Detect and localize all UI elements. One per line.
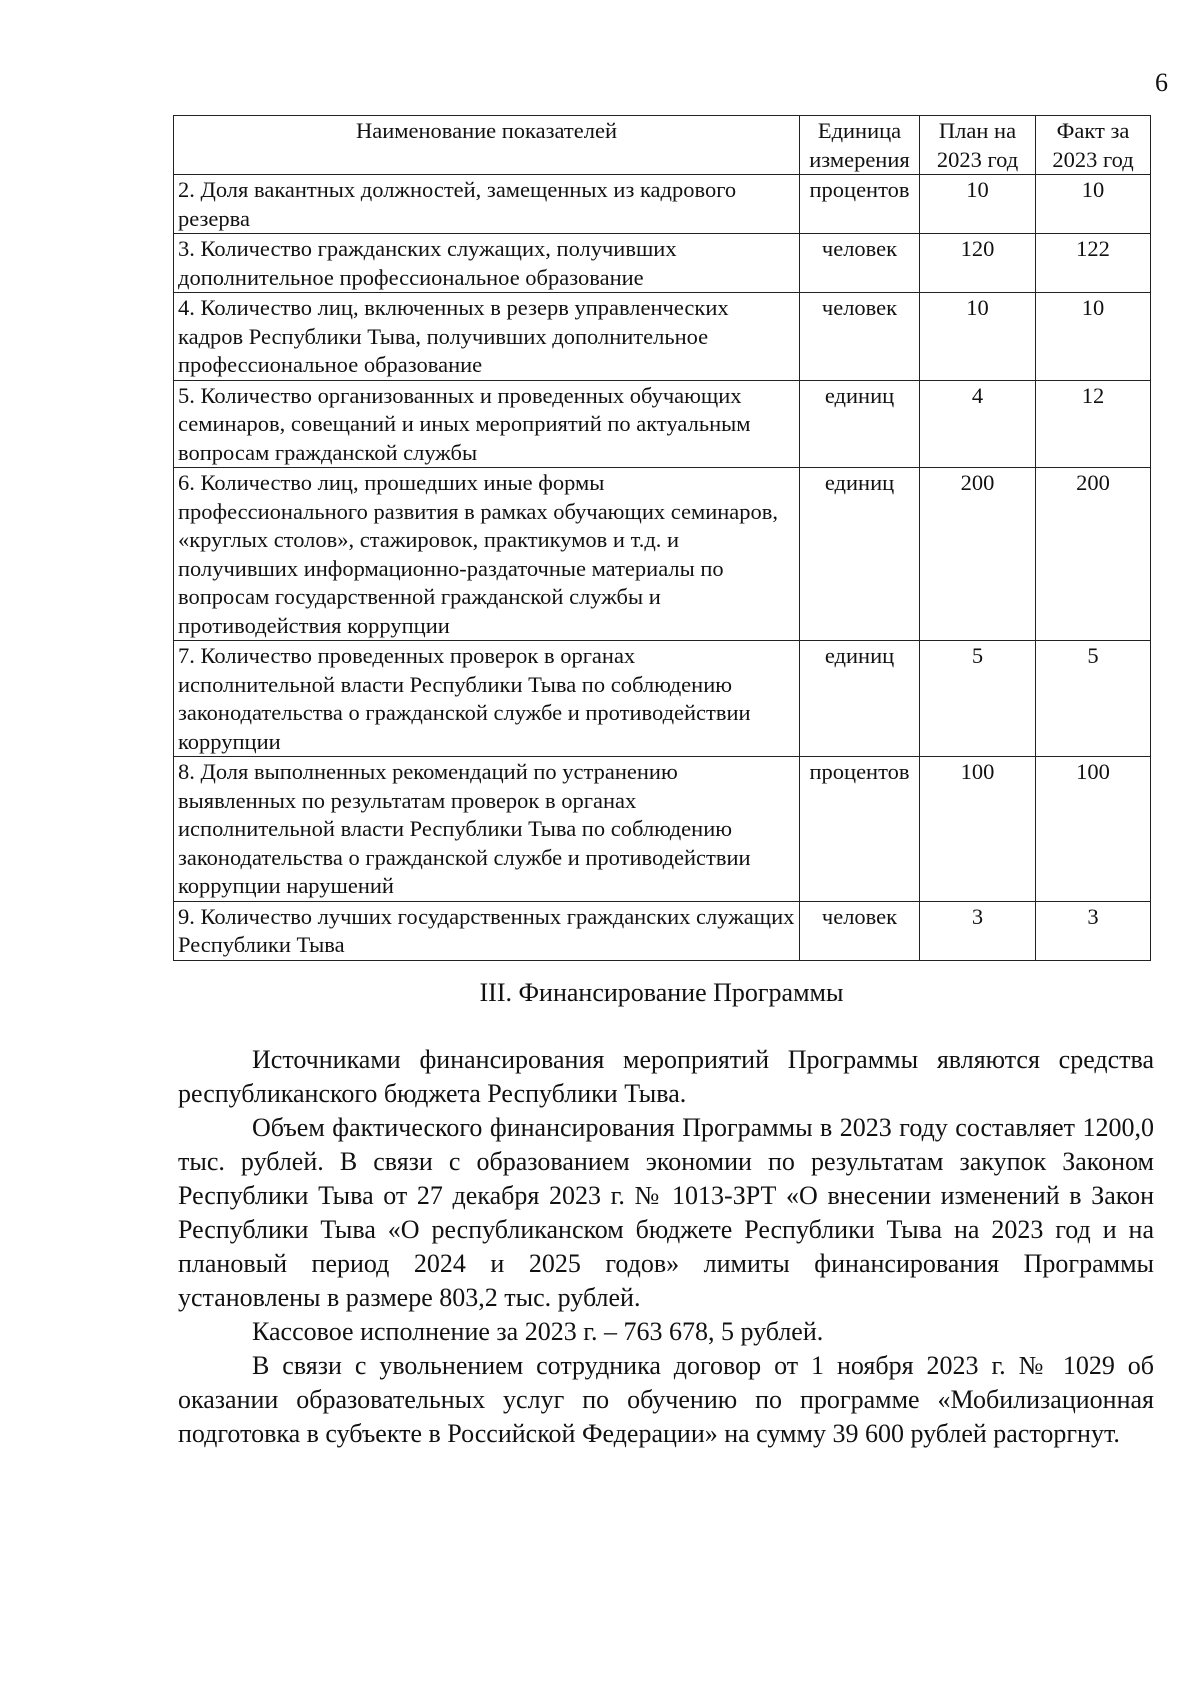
row-name: 5. Количество организованных и проведенных обучающих семинаров, совещаний и иных мероприятий по актуальным вопросам гражданской службы (174, 380, 800, 468)
row-plan: 5 (920, 641, 1036, 757)
body-text (178, 1043, 1154, 1451)
paragraph-cash-execution: Кассовое исполнение за 2023 г. – 763 678, 5 рублей. (252, 1317, 824, 1346)
paragraph-financing-sources: Источниками финансирования мероприятий Программы являются средства республиканского бюджета Республики Тыва. (178, 1045, 1154, 1108)
table-row (174, 468, 1151, 641)
paragraph-contract-termination: В связи с увольнением сотрудника договор от 1 ноября 2023 г. № 1029 об оказании образовательных услуг по обучению по программе «Мобилизационная подготовка в субъекте в Российской Федерации» на сумму 39 600 рублей расторгнут. (178, 1351, 1154, 1448)
row-unit: единиц (800, 380, 920, 468)
row-name: 4. Количество лиц, включенных в резерв управленческих кадров Республики Тыва, получивших дополнительное профессиональное образование (174, 293, 800, 381)
page-number: 6 (1155, 68, 1168, 97)
row-fact: 5 (1036, 641, 1151, 757)
table-row (174, 380, 1151, 468)
row-plan: 10 (920, 293, 1036, 381)
table-row (174, 757, 1151, 902)
header-name: Наименование показателей (174, 116, 800, 175)
row-name: 6. Количество лиц, прошедших иные формы профессионального развития в рамках обучающих семинаров, «круглых столов», стажировок, практикумов и т.д. и получивших информационно-раздаточные материалы по вопросам государственной гражданской службы и противодействия коррупции (174, 468, 800, 641)
row-unit: единиц (800, 641, 920, 757)
header-unit: Единица измерения (800, 116, 920, 175)
table-row (174, 641, 1151, 757)
row-plan: 3 (920, 901, 1036, 960)
table-row (174, 175, 1151, 234)
section-heading: III. Финансирование Программы (479, 978, 844, 1007)
row-fact: 10 (1036, 175, 1151, 234)
row-name: 7. Количество проведенных проверок в органах исполнительной власти Республики Тыва по соблюдению законодательства о гражданской службе и противодействии коррупции (174, 641, 800, 757)
row-name: 8. Доля выполненных рекомендаций по устранению выявленных по результатам проверок в органах исполнительной власти Республики Тыва по соблюдению законодательства о гражданской службе и противодействии коррупции нарушений (174, 757, 800, 902)
row-fact: 10 (1036, 293, 1151, 381)
row-plan: 4 (920, 380, 1036, 468)
table-row (174, 293, 1151, 381)
row-plan: 200 (920, 468, 1036, 641)
row-fact: 200 (1036, 468, 1151, 641)
paragraph-financing-volume: Объем фактического финансирования Программы в 2023 году составляет 1200,0 тыс. рублей. В связи с образованием экономии по результатам закупок Законом Республики Тыва от 27 декабря 2023 г. № 1013-ЗРТ «О внесении изменений в Закон Республики Тыва «О республиканском бюджете Республики Тыва на 2023 год и на плановый период 2024 и 2025 годов» лимиты финансирования Программы установлены в размере 803,2 тыс. рублей. (178, 1113, 1154, 1312)
row-unit: человек (800, 293, 920, 381)
table-row (174, 234, 1151, 293)
row-name: 2. Доля вакантных должностей, замещенных из кадрового резерва (174, 175, 800, 234)
row-unit: единиц (800, 468, 920, 641)
row-plan: 100 (920, 757, 1036, 902)
row-plan: 10 (920, 175, 1036, 234)
row-fact: 122 (1036, 234, 1151, 293)
row-fact: 100 (1036, 757, 1151, 902)
row-unit: человек (800, 234, 920, 293)
table-header-row (174, 116, 1151, 175)
row-name: 3. Количество гражданских служащих, получивших дополнительное профессиональное образование (174, 234, 800, 293)
header-fact: Факт за 2023 год (1036, 116, 1151, 175)
row-unit: процентов (800, 757, 920, 902)
row-plan: 120 (920, 234, 1036, 293)
table-row (174, 901, 1151, 960)
header-plan: План на 2023 год (920, 116, 1036, 175)
row-unit: процентов (800, 175, 920, 234)
row-name: 9. Количество лучших государственных гражданских служащих Республики Тыва (174, 901, 800, 960)
row-unit: человек (800, 901, 920, 960)
row-fact: 12 (1036, 380, 1151, 468)
indicators-table (173, 115, 1151, 961)
row-fact: 3 (1036, 901, 1151, 960)
